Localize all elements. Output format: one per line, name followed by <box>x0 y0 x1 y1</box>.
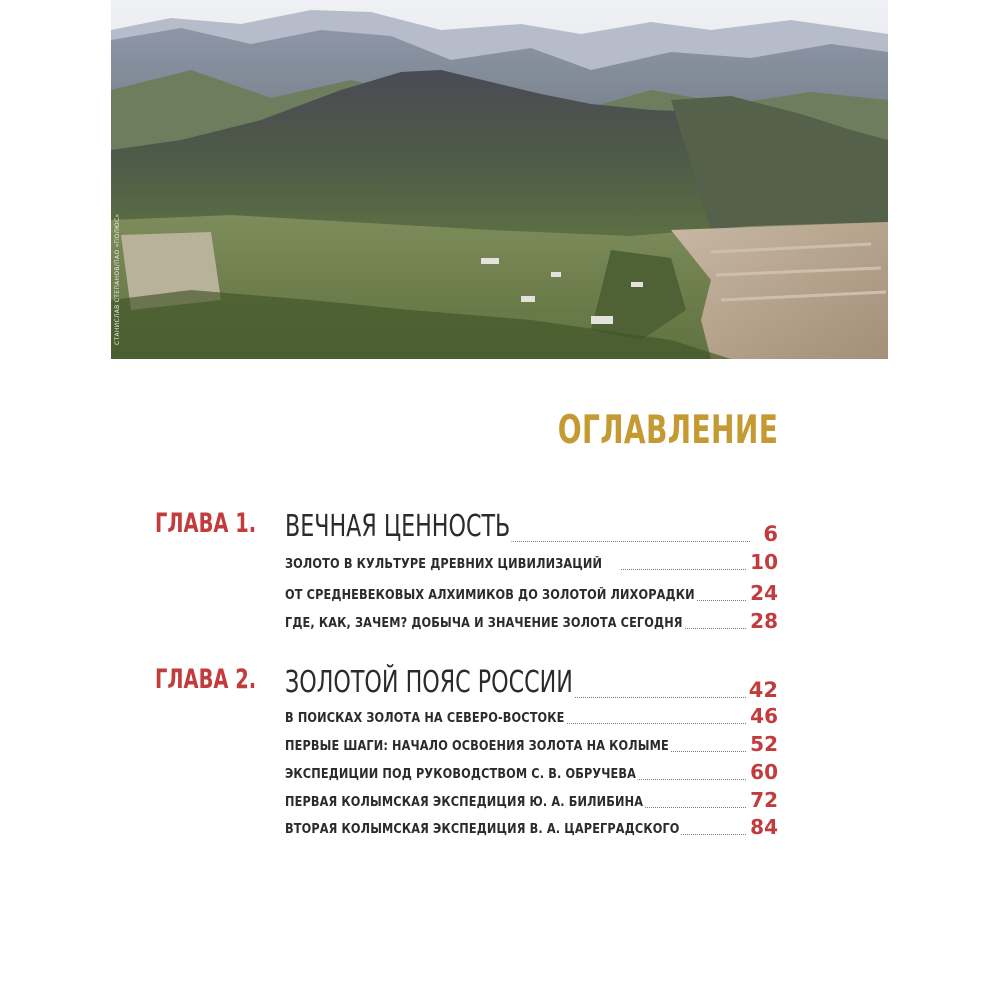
chapter-1-title: ВЕЧНАЯ ЦЕННОСТЬ <box>285 509 511 544</box>
toc-entry[interactable] <box>285 552 778 572</box>
section-page: 46 <box>750 704 778 728</box>
toc-entry[interactable] <box>285 583 778 603</box>
toc-entry[interactable] <box>285 734 778 754</box>
dot-leader <box>557 723 746 724</box>
toc-entry[interactable] <box>285 706 778 726</box>
section-title: ПЕРВАЯ КОЛЫМСКАЯ ЭКСПЕДИЦИЯ Ю. А. БИЛИБИНА <box>285 795 644 810</box>
toc-entry-chapter-1[interactable] <box>285 508 778 544</box>
section-title: ВТОРАЯ КОЛЫМСКАЯ ЭКСПЕДИЦИЯ В. А. ЦАРЕГРАДСКОГО <box>285 822 680 837</box>
section-page: 72 <box>750 788 778 812</box>
chapter-1-label: ГЛАВА 1. <box>155 508 257 539</box>
toc-entry[interactable] <box>285 817 778 837</box>
section-page: 10 <box>750 550 778 574</box>
section-page: 28 <box>750 609 778 633</box>
section-page: 52 <box>750 732 778 756</box>
dot-leader <box>481 541 750 542</box>
section-title: ПЕРВЫЕ ШАГИ: НАЧАЛО ОСВОЕНИЯ ЗОЛОТА НА КОЛЫМЕ <box>285 739 669 754</box>
section-page: 84 <box>750 815 778 839</box>
photo-credit: СТАНИСЛАВ СТЕПАНОВ/ПАО «ПОЛЮС» <box>114 213 121 345</box>
section-title: ЭКСПЕДИЦИИ ПОД РУКОВОДСТВОМ С. В. ОБРУЧЕВА <box>285 767 637 782</box>
section-title: ГДЕ, КАК, ЗАЧЕМ? ДОБЫЧА И ЗНАЧЕНИЕ ЗОЛОТА СЕГОДНЯ <box>285 616 683 631</box>
toc-entry[interactable] <box>285 762 778 782</box>
chapter-1-page: 6 <box>763 522 778 546</box>
chapter-2-label: ГЛАВА 2. <box>155 664 257 695</box>
section-title: В ПОИСКАХ ЗОЛОТА НА СЕВЕРО-ВОСТОКЕ <box>285 711 565 726</box>
toc-entry[interactable] <box>285 611 778 631</box>
dot-leader <box>627 779 746 780</box>
chapter-2-page: 42 <box>748 678 778 702</box>
toc-entry[interactable] <box>285 790 778 810</box>
toc-entry-chapter-2[interactable] <box>285 664 778 700</box>
section-title: ЗОЛОТО В КУЛЬТУРЕ ДРЕВНИХ ЦИВИЛИЗАЦИЙ <box>285 557 603 572</box>
dot-leader <box>621 569 746 570</box>
dot-leader <box>635 807 746 808</box>
section-page: 24 <box>750 581 778 605</box>
landscape-photo <box>111 0 888 359</box>
section-page: 60 <box>750 760 778 784</box>
mountain-mine-illustration <box>111 0 888 359</box>
section-title: ОТ СРЕДНЕВЕКОВЫХ АЛХИМИКОВ ДО ЗОЛОТОЙ ЛИХОРАДКИ <box>285 588 695 603</box>
toc-title: ОГЛАВЛЕНИЕ <box>557 408 778 453</box>
chapter-2-title: ЗОЛОТОЙ ПОЯС РОССИИ <box>285 665 573 700</box>
